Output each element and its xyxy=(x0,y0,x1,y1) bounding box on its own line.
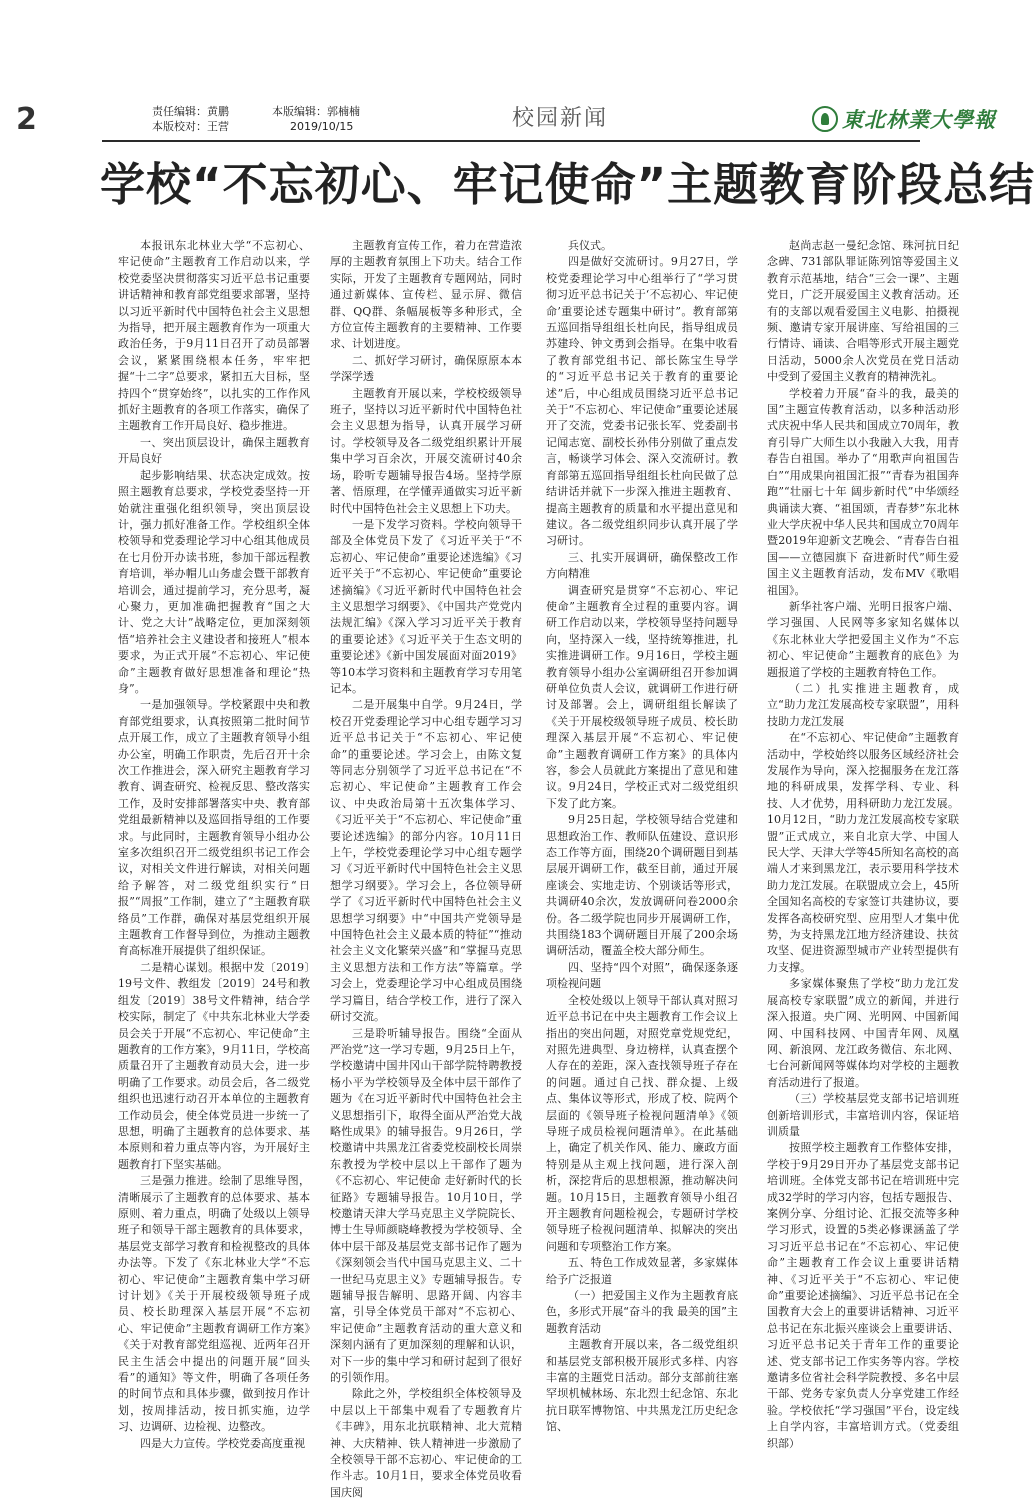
issue-date: 2019/10/15 xyxy=(290,120,354,133)
article-paragraph: 一是下发学习资料。学校向领导干部及全体党员下发了《习近平关于“不忘初心、牢记使命”重要论述选编》《习近平关于“不忘初心、牢记使命”重要论述摘编》《习近平新时代中国特色社会主义思想学习纲要》、《中国共产党党内法规汇编》《深入学习习近平关于教育的重要论述》《习近平关于生态文明的重要论述》《新中国发展面对面2019》等10本学习资料和主题教育学习专用笔记本。 xyxy=(330,517,522,695)
article-paragraph: 9月25日起，学校领导结合党建和思想政治工作、教师队伍建设、意识形态工作等方面，围绕20个调研题目到基层展开调研工作，截至目前，通过开展座谈会、实地走访、个别谈话等形式，共调研40余次，发放调研问卷2000余份。各二级学院也同步开展调研工作，共围绕183个调研题目开展了200余场调研活动，覆盖全校大部分师生。 xyxy=(546,813,738,958)
article-headline: 学校“不忘初心、牢记使命”主题教育阶段总结 xyxy=(100,158,1035,211)
article-paragraph: 主题教育宣传工作，着力在营造浓厚的主题教育氛围上下功夫。结合工作实际，开发了主题教育专题网站，同时通过新媒体、宣传栏、显示屏、微信群、QQ群、条幅展板等多种形式，全方位宣传主题教育的主要精神、工作要求、计划进度。 xyxy=(330,239,522,351)
section-subheading: 一、突出顶层设计，确保主题教育开局良好 xyxy=(118,435,310,466)
article-paragraph: 学校着力开展“奋斗的我，最美的国”主题宣传教育活动，以多种活动形式庆祝中华人民共和国成立70周年，教育引导广大师生以小我融入大我，用青春告白祖国。举办了“用歌声向祖国告白”“用成果向祖国汇报”“青春为祖国奔跑”“壮丽七十年 阔步新时代”中华颂经典诵读大赛、“祖国颂，青春梦”东北林业大学庆祝中华人民共和国成立70周年暨2019年迎新文艺晚会、“青春告白祖国——立德园旗下 奋进新时代”师生爱国主义主题教育活动，发布MV《歌唱祖国》。 xyxy=(767,386,959,597)
article-column-1 xyxy=(118,238,310,1450)
article-paragraph: 四是大力宣传。学校党委高度重视 xyxy=(140,1436,305,1450)
layout-editor-line: 本版编辑：郭楠楠 xyxy=(272,105,360,118)
university-seal-icon xyxy=(812,106,838,132)
article-column-2 xyxy=(330,238,522,1499)
proofreader-line: 本版校对：王营 xyxy=(152,120,229,133)
article-paragraph: 除此之外，学校组织全体校领导及中层以上干部集中观看了专题教育片《丰碑》，用东北抗联精神、北大荒精神、大庆精神、铁人精神进一步激励了全校领导干部不忘初心、牢记使命的工作斗志。10月1日，要求全体党员收看国庆阅 xyxy=(330,1387,522,1499)
article-paragraph: 多家媒体聚焦了学校“助力龙江发展高校专家联盟”成立的新闻，并进行深入报道。央广网、光明网、中国新闻网、中国科技网、中国青年网、凤凰网、新浪网、龙江政务微信、东北网、七台河新闻网等媒体均对学校的主题教育活动进行了报道。 xyxy=(767,977,959,1089)
layout-credits xyxy=(272,104,360,134)
article-paragraph: 主题教育开展以来，学校校级领导班子，坚持以习近平新时代中国特色社会主义思想为指导，认真开展学习研讨。学校领导及各二级党组织累计开展集中学习百余次，开展交流研讨40余场，聆听专题辅导报告4场。坚持学原著、悟原理，在学懂弄通做实习近平新时代中国特色社会主义思想上下功夫。 xyxy=(330,386,522,515)
section-name: 校园新闻 xyxy=(511,106,608,131)
article-column-4 xyxy=(767,238,959,1450)
section-subheading: （一）把爱国主义作为主题教育底色，多形式开展“奋斗的我 最美的国”主题教育活动 xyxy=(546,1289,738,1335)
section-subheading: 五、特色工作成效显著，多家媒体给予广泛报道 xyxy=(546,1256,738,1286)
section-subheading: （二）扎实推进主题教育，成立“助力龙江发展高校专家联盟”，用科技助力龙江发展 xyxy=(767,681,959,728)
article-paragraph: 一是加强领导。学校紧跟中央和教育部党组要求，认真按照第二批时间节点开展工作，成立了主题教育领导小组办公室，明确工作职责，先后召开十余次工作推进会，深入研究主题教育学习教育、调查研究、检视反思、整改落实工作，及时安排部署落实中央、教育部党组最新精神以及巡回指导组的工作要求。与此同时，主题教育领导小组办公室多次组织召开二级党组织书记工作会议，对相关文件进行解读，对相关问题给予解答，对二级党组织实行“日报”“周报”工作制，建立了“主题教育联络员”工作群，确保对基层党组织开展主题教育工作督导到位，为推动主题教育高标准开展提供了组织保证。 xyxy=(118,698,310,958)
section-subheading: （三）学校基层党支部书记培训班创新培训形式，丰富培训内容，保证培训质量 xyxy=(767,1092,959,1138)
article-paragraph: 三是聆听辅导报告。围绕“全面从严治党”这一学习专题，9月25日上午，学校邀请中国井冈山干部学院特聘教授杨小平为学校领导及全体中层干部作了题为《在习近平新时代中国特色社会主义思想指引下，取得全面从严治党大战略性成果》的辅导报告。9月26日，学校邀请中共黑龙江省委党校副校长周崇东教授为学校中层以上干部作了题为《不忘初心、牢记使命 走好新时代的长征路》专题辅导报告。10月10日，学校邀请天津大学马克思主义学院院长、博士生导师颜晓峰教授为学校领导、全体中层干部及基层党支部书记作了题为《深刻领会当代中国马克思主义、二十一世纪马克思主义》专题辅导报告。专题辅导报告解明、思路开阔、内容丰富，引导全体党员干部对“不忘初心、牢记使命”主题教育活动的重大意义和深刻内涵有了更加深刻的理解和认识，对下一步的集中学习和研讨起到了很好的引领作用。 xyxy=(330,1026,522,1385)
article-paragraph: 二是精心谋划。根据中发〔2019〕19号文件、教组发〔2019〕24号和教组发〔2019〕38号文件精神，结合学校实际，制定了《中共东北林业大学委员会关于开展“不忘初心、牢记使命”主题教育的工作方案》，9月11日，学校高质量召开了主题教育动员大会，进一步明确了工作要求。动员会后，各二级党组织也迅速行动召开本单位的主题教育工作动员会，使全体党员进一步统一了思想，明确了主题教育的总体要求、基本原则和着力重点等内容，为开展好主题教育打下坚实基础。 xyxy=(118,960,310,1171)
section-subheading: 二、抓好学习研讨，确保原原本本学深学透 xyxy=(330,353,522,384)
article-paragraph: 四是做好交流研讨。9月27日，学校党委理论学习中心组举行了“学习贯彻习近平总书记关于‘不忘初心、牢记使命’重要论述专题集中研讨”。教育部第五巡回指导组组长杜向民，指导组成员苏建玲、钟文勇到会指导。在集中收看了教育部党组书记、部长陈宝生导学的“习近平总书记关于教育的重要论述”后，中心组成员围绕习近平总书记关于“不忘初心、牢记使命”重要论述展开了交流，党委书记张长军、党委副书记闻志宽、副校长孙伟分别做了重点发言，畅谈学习体会、深入交流研讨。教育部第五巡回指导组组长杜向民做了总结讲话并就下一步深入推进主题教育、提高主题教育的质量和水平提出意见和建议。各二级党组织同步认真开展了学习研讨。 xyxy=(546,255,738,548)
newspaper-name: 東北林業大學報 xyxy=(842,107,996,132)
article-paragraph: 全校处级以上领导干部认真对照习近平总书记在中央主题教育工作会议上指出的突出问题，对照党章党规党纪，对照先进典型、身边榜样，认真查摆个人存在的差距，深入查找领导班子存在的问题。通过自己找、群众提、上级点、集体议等形式，形成了校、院两个层面的《领导班子检视问题清单》《领导班子成员检视问题清单》。在此基础上，确定了机关作风、能力、廉政方面特别是从主观上找问题，进行深入剖析，深挖背后的思想根源，推动解决问题。10月15日，主题教育领导小组召开主题教育问题检视会，专题研讨学校领导班子检视问题清单、拟解决的突出问题和专项整治工作方案。 xyxy=(546,993,738,1253)
article-paragraph: 三是强力推进。绘制了思维导图，清晰展示了主题教育的总体要求、基本原则、着力重点，明确了处级以上领导班子和领导干部主题教育的具体要求，基层党支部学习教育和检视整改的具体办法等。下发了《东北林业大学“不忘初心、牢记使命”主题教育集中学习研讨计划》《关于开展校级领导班子成员、校长助理深入基层开展“不忘初心、牢记使命”主题教育调研工作方案》《关于对教育部党组巡视、近两年召开民主生活会中提出的问题开展“回头看”的通知》等文件，明确了各项任务的时间节点和具体步骤，做到按月作计划，按周排活动，按日抓实施，边学习、边调研、边检视、边整改。 xyxy=(118,1174,310,1434)
article-paragraph: 起步影响结果、状态决定成效。按照主题教育总要求，学校党委坚持一开始就注重强化组织领导，突出顶层设计，强力抓好准备工作。学校组织全体校领导和党委理论学习中心组其他成员在七月份开办读书班，参加干部远程教育培训，举办帽儿山务虚会暨干部教育培训会，通过提前学习，充分思考，凝心聚力，更加准确把握教育“国之大计、党之大计”战略定位，更加深刻领悟“培养社会主义建设者和接班人”根本要求，为正式开展“不忘初心、牢记使命”主题教育做好思想准备和理论“热身”。 xyxy=(118,468,310,695)
article-paragraph: 在“不忘初心、牢记使命”主题教育活动中，学校始终以服务区域经济社会发展作为导向，深入挖掘服务在龙江落地的科研成果，发挥学科、专业、科技、人才优势，用科研助力龙江发展。10月12日，“助力龙江发展高校专家联盟”正式成立，来自北京大学、中国人民大学、天津大学等45所知名高校的高端人才来到黑龙江，表示要用科学技术助力龙江发展。在联盟成立会上，45所全国知名高校的专家签订共建协议，要发挥各高校研究型、应用型人才集中优势，为支持黑龙江地方经济建设、扶贫攻坚、促进资源型城市产业转型提供有力支撑。 xyxy=(767,731,959,974)
section-subheading: 四、坚持“四个对照”，确保逐条逐项检视问题 xyxy=(546,960,738,991)
page-number: 2 xyxy=(16,102,37,137)
section-subheading: 三、扎实开展调研，确保整改工作方向精准 xyxy=(546,550,738,581)
editor-line: 责任编辑：黄鹏 xyxy=(152,105,229,118)
article-paragraph: 二是开展集中自学。9月24日，学校召开党委理论学习中心组专题学习习近平总书记关于“不忘初心、牢记使命”的重要论述。学习会上，由陈文复等同志分别领学了习近平总书记在“不忘初心、牢记使命”主题教育工作会议、中央政治局第十五次集体学习、《习近平关于“不忘初心、牢记使命”重要论述选编》的部分内容。10月11日上午，学校党委理论学习中心组专题学习《习近平新时代中国特色社会主义思想学习纲要》。学习会上，各位领导研学了《习近平新时代中国特色社会主义思想学习纲要》中“中国共产党领导是中国特色社会主义最本质的特征”“推动社会主义文化繁荣兴盛”和“掌握马克思主义思想方法和工作方法”等篇章。学习会上，党委理论学习中心组成员围绕学习篇目，结合学校工作，进行了深入研讨交流。 xyxy=(330,698,522,1024)
article-column-3 xyxy=(546,238,738,1433)
article-paragraph: 赵尚志赵一曼纪念馆、珠河抗日纪念碑、731部队罪证陈列馆等爱国主义教育示范基地，结合“三会一课”、主题党日，广泛开展爱国主义教育活动。还有的支部以观看爱国主义电影、拍摄视频、邀请专家开展讲座、写给祖国的三行情诗、诵读、合唱等形式开展主题党日活动，5000余人次党员在党日活动中受到了爱国主义教育的精神洗礼。 xyxy=(767,239,959,384)
editor-credits xyxy=(152,104,229,134)
article-paragraph: 主题教育开展以来，各二级党组织和基层党支部积极开展形式多样、内容丰富的主题党日活动。部分支部前往塞罕坝机械林场、东北烈士纪念馆、东北抗日联军博物馆、中共黑龙江历史纪念馆、 xyxy=(546,1338,738,1434)
article-paragraph: 兵仪式。 xyxy=(568,239,612,252)
article-paragraph: 按照学校主题教育工作整体安排，学校于9月29日开办了基层党支部书记培训班。全体党支部书记在培训班中完成32学时的学习内容，包括专题报告、案例分享、分组讨论、汇报交流等多种学习形式，设置的5类必修课涵盖了学习习近平总书记在“不忘初心、牢记使命”主题教育工作会议上重要讲话精神、《习近平关于“不忘初心、牢记使命”重要论述摘编》、习近平总书记在全国教育大会上的重要讲话精神、习近平总书记在东北振兴座谈会上重要讲话、习近平总书记关于青年工作的重要论述、党支部书记工作实务等内容。学校邀请多位省社会科学院教授、多名中层干部、党务专家负责人分享党建工作经验。学校依托“学习强国”平台，设定线上自学内容，丰富培训方式。（党委组织部） xyxy=(767,1141,959,1450)
newspaper-logo xyxy=(812,103,1017,135)
article-paragraph: 调查研究是贯穿“不忘初心、牢记使命”主题教育全过程的重要内容。调研工作启动以来，学校领导坚持问题导向，坚持深入一线，坚持统筹推进，扎实推进调研工作。9月16日，学校主题教育领导小组办公室调研组召开参加调研单位负责人会议，就调研工作进行研讨及部署。会上，调研组组长解读了《关于开展校级领导班子成员、校长助理深入基层开展“不忘初心、牢记使命”主题教育调研工作方案》的具体内容，参会人员就此方案提出了意见和建议。9月24日，学校正式对二级党组织下发了此方案。 xyxy=(546,583,738,810)
article-paragraph: 新华社客户端、光明日报客户端、学习强国、人民网等多家知名媒体以《东北林业大学把爱国主义作为“不忘初心、牢记使命”主题教育的底色》为题报道了学校的主题教育特色工作。 xyxy=(767,599,959,679)
article-paragraph: 本报讯东北林业大学“不忘初心、牢记使命”主题教育工作启动以来，学校党委坚决贯彻落实习近平总书记重要讲话精神和教育部党组要求部署，坚持以习近平新时代中国特色社会主义思想为指导，把开展主题教育作为一项重大政治任务，于9月11日召开了动员部署会议，紧紧围绕根本任务，牢牢把握“十二字”总要求，紧扣五大目标，坚持四个“贯穿始终”，以扎实的工作作风抓好主题教育的各项工作落实，确保了主题教育工作开局良好、稳步推进。 xyxy=(118,239,310,433)
